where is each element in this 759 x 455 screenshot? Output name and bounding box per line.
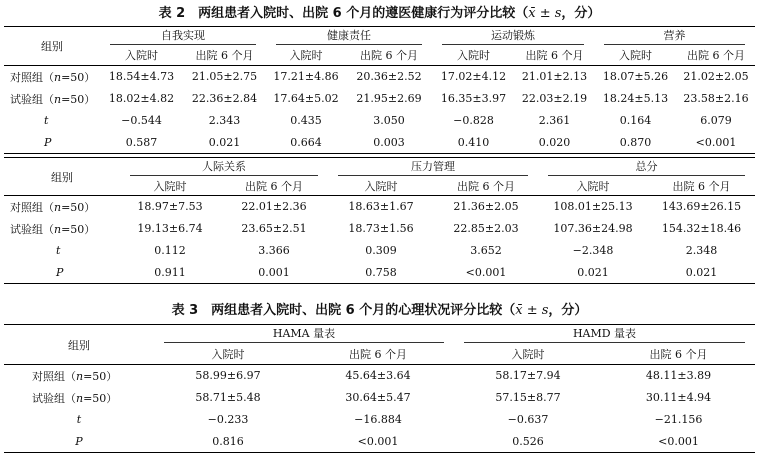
- table-cell: 0.003: [373, 135, 405, 149]
- table-cell: 19.13±6.74: [137, 222, 203, 235]
- table-cell: 2.348: [685, 244, 718, 257]
- table3-title-mean: x̄ ± s: [515, 303, 549, 318]
- table-cell: 17.21±4.86: [273, 70, 339, 84]
- table-cell: 3.652: [470, 244, 502, 257]
- table-cell: 20.36±2.52: [356, 70, 422, 84]
- table-cell: 0.870: [619, 135, 652, 149]
- row-label: 对照组（n=50）: [10, 200, 96, 214]
- table-row: [4, 218, 755, 240]
- table-cell: <0.001: [658, 434, 699, 448]
- table-cell: 45.64±3.64: [345, 369, 411, 383]
- table-cell: 0.001: [258, 265, 290, 279]
- table-cell: 18.02±4.82: [108, 92, 175, 105]
- table2-top-group-header: 组别: [41, 40, 63, 53]
- table-cell: 0.309: [365, 244, 397, 257]
- table-cell: 18.97±7.53: [137, 200, 203, 214]
- table2-bottom-group-header: 组别: [51, 170, 73, 184]
- table-cell: 0.911: [154, 265, 186, 279]
- table-cell: −0.828: [453, 114, 494, 127]
- table-cell: 21.01±2.13: [521, 70, 588, 84]
- table-cell: 107.36±24.98: [553, 222, 633, 235]
- table-cell: 23.65±2.51: [241, 222, 307, 235]
- table2-title-mean: x̄ ± s: [528, 6, 562, 21]
- table3-header-1: HAMD 量表: [454, 325, 755, 345]
- table-cell: 0.758: [365, 265, 397, 279]
- table-row: [4, 409, 755, 431]
- table-row: [4, 262, 755, 284]
- row-label: P: [75, 434, 83, 448]
- table2-top-header-2: 运动锻炼: [432, 27, 594, 46]
- row-label: t: [56, 244, 61, 257]
- table2-top-sub-1: 出院 6 个月: [195, 49, 254, 63]
- table-cell: 0.021: [577, 265, 609, 279]
- table-cell: −16.884: [354, 413, 402, 426]
- table2-bottom-sub-0: 入院时: [153, 179, 187, 193]
- table-cell: 21.36±2.05: [453, 200, 519, 214]
- table-cell: 0.587: [125, 135, 158, 149]
- row-label: t: [76, 413, 82, 426]
- table2-title-suffix: ，分）: [561, 6, 601, 21]
- table-cell: 22.03±2.19: [521, 92, 588, 105]
- table2-bottom-header-1: 压力管理: [328, 158, 538, 177]
- table3-sub-2: 入院时: [511, 348, 545, 362]
- table2-bottom-sub-3: 出院 6 个月: [457, 179, 515, 193]
- table-cell: 21.05±2.75: [191, 70, 258, 84]
- table2-top-sub-0: 入院时: [125, 49, 158, 63]
- table2-top-sub-5: 出院 6 个月: [525, 49, 584, 63]
- table2-top-sub-6: 入院时: [619, 49, 652, 63]
- table2-bottom-sub-2: 入院时: [364, 179, 398, 193]
- table-cell: 0.664: [290, 135, 322, 149]
- table-cell: 0.020: [538, 135, 571, 149]
- table-cell: −0.637: [507, 413, 549, 426]
- table2-top-header-0: 自我实现: [100, 27, 266, 46]
- row-label: t: [44, 114, 49, 127]
- table2-bottom-sub-1: 出院 6 个月: [245, 179, 303, 193]
- table-row: [4, 240, 755, 262]
- table-cell: 17.02±4.12: [440, 70, 507, 84]
- row-label: 对照组（n=50）: [32, 369, 118, 383]
- table-cell: 0.164: [619, 114, 652, 127]
- table-cell: 0.816: [212, 434, 244, 448]
- table2-top-sub-4: 入院时: [457, 49, 490, 63]
- table3-title-suffix: ，分）: [548, 303, 588, 318]
- table-cell: 18.07±5.26: [602, 70, 669, 84]
- table-row: [4, 88, 755, 110]
- table-cell: −0.544: [121, 114, 162, 127]
- table3-sub-1: 出院 6 个月: [349, 348, 407, 362]
- table3-title-prefix: 表 3 两组患者入院时、出院 6 个月的心理状况评分比较（: [171, 303, 516, 318]
- table-cell: 23.58±2.16: [683, 92, 749, 105]
- table-row: [4, 196, 755, 218]
- table-cell: 6.079: [700, 114, 732, 127]
- table2-bottom: [4, 157, 755, 284]
- table-cell: 0.112: [154, 244, 186, 257]
- table3-sub-3: 出院 6 个月: [649, 348, 708, 362]
- table-cell: 0.526: [512, 434, 544, 448]
- table-cell: 108.01±25.13: [553, 200, 633, 214]
- table-cell: −2.348: [572, 244, 614, 257]
- table2-bottom-header-2: 总分: [538, 158, 755, 177]
- table3-caption: [0, 303, 759, 319]
- table-cell: 57.15±8.77: [495, 391, 561, 404]
- table2-bottom-header-0: 人际关系: [120, 158, 328, 177]
- table-row: [4, 110, 755, 132]
- table2-top-sub-3: 出院 6 个月: [360, 49, 418, 63]
- table-cell: 3.366: [258, 244, 290, 257]
- table-cell: <0.001: [465, 265, 507, 279]
- table2-caption: [0, 6, 759, 22]
- table-cell: <0.001: [695, 135, 737, 149]
- table-cell: 18.63±1.67: [348, 200, 414, 214]
- table2-top-sub-7: 出院 6 个月: [687, 49, 745, 63]
- table3: [4, 324, 755, 453]
- table-cell: 154.32±18.46: [661, 222, 742, 235]
- row-label: P: [44, 135, 52, 149]
- table-row: [4, 66, 755, 88]
- table-row: [4, 431, 755, 453]
- table2-top-header-3: 营养: [594, 27, 755, 46]
- row-label: 对照组（n=50）: [10, 70, 96, 84]
- table-cell: 18.73±1.56: [348, 222, 414, 235]
- table3-header-0: HAMA 量表: [154, 325, 454, 345]
- table3-group-header: 组别: [68, 338, 90, 352]
- table-cell: 48.11±3.89: [645, 369, 712, 383]
- table-cell: 3.050: [373, 114, 405, 127]
- table2-bottom-sub-5: 出院 6 个月: [672, 179, 731, 193]
- table-cell: 16.35±3.97: [440, 92, 507, 105]
- table-cell: <0.001: [357, 434, 399, 448]
- row-label: 试验组（n=50）: [10, 222, 96, 236]
- table-cell: 2.361: [538, 114, 571, 127]
- table-cell: 22.85±2.03: [453, 222, 519, 235]
- table-cell: 0.021: [208, 135, 241, 149]
- table-cell: 0.410: [457, 135, 490, 149]
- table-cell: 30.11±4.94: [645, 391, 712, 404]
- table2-bottom-sub-4: 入院时: [576, 179, 610, 193]
- table-cell: 21.02±2.05: [683, 70, 749, 84]
- row-label: 试验组（n=50）: [10, 92, 96, 106]
- table-cell: −21.156: [654, 413, 703, 426]
- row-label: P: [56, 265, 64, 279]
- table-cell: −0.233: [207, 413, 249, 426]
- table-cell: 2.343: [208, 114, 241, 127]
- table-cell: 58.71±5.48: [195, 391, 261, 404]
- table-row: [4, 387, 755, 409]
- table2-top-sub-2: 入院时: [289, 49, 323, 63]
- table-cell: 0.021: [685, 265, 718, 279]
- table-cell: 21.95±2.69: [356, 92, 422, 105]
- table-cell: 143.69±26.15: [661, 200, 742, 214]
- row-label: 试验组（n=50）: [32, 391, 118, 405]
- table2-title-prefix: 表 2 两组患者入院时、出院 6 个月的遵医健康行为评分比较（: [158, 6, 529, 21]
- table-cell: 22.36±2.84: [191, 92, 258, 105]
- table-cell: 17.64±5.02: [273, 92, 339, 105]
- table-cell: 18.24±5.13: [602, 92, 669, 105]
- table-cell: 58.99±6.97: [195, 369, 261, 383]
- table-cell: 18.54±4.73: [108, 70, 175, 84]
- table-cell: 58.17±7.94: [495, 369, 561, 383]
- table-row: [4, 132, 755, 154]
- table3-sub-0: 入院时: [211, 348, 245, 362]
- table-cell: 22.01±2.36: [241, 200, 307, 214]
- table2-top-header-1: 健康责任: [266, 27, 432, 46]
- table-cell: 30.64±5.47: [345, 391, 411, 404]
- table-cell: 0.435: [290, 114, 322, 127]
- table-row: [4, 365, 755, 387]
- table2-top: [4, 26, 755, 154]
